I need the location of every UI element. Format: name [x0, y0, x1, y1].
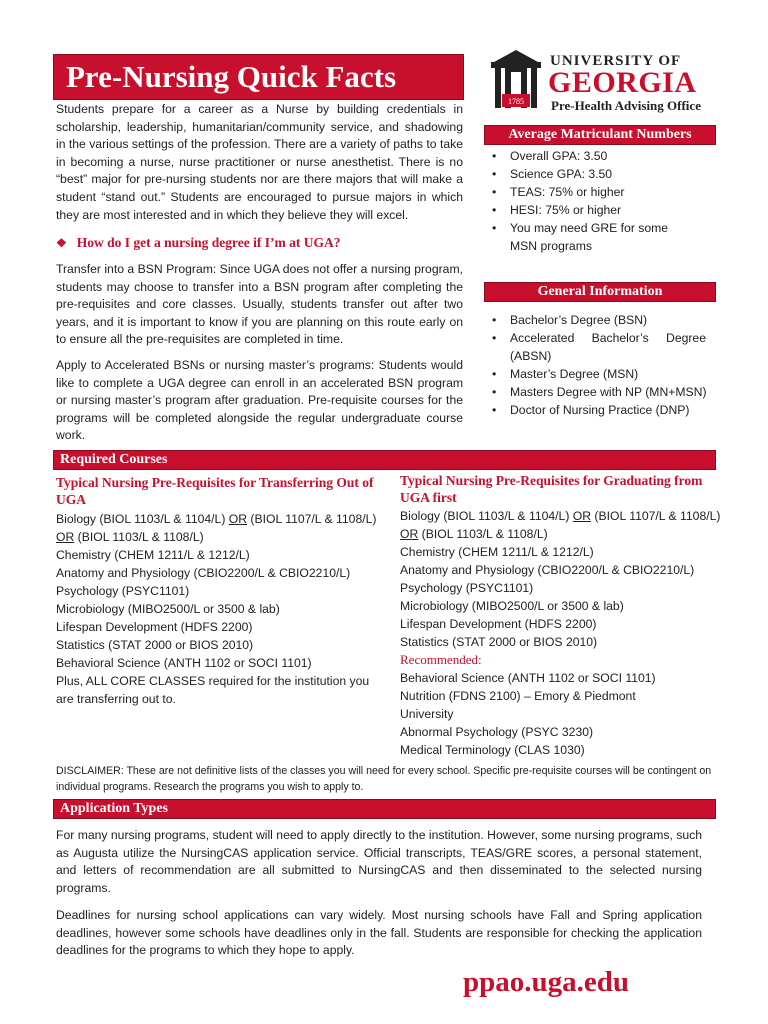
list-item: Biology (BIOL 1103/L & 1104/L) OR (BIOL 1107/L & 1108/L) — [56, 512, 377, 526]
list-item: • Overall GPA: 3.50 — [484, 147, 716, 165]
list-item: • Accelerated Bachelor’s Degree (ABSN) — [484, 329, 716, 365]
left-course-list — [56, 510, 391, 708]
accelerated-paragraph: Apply to Accelerated BSNs or nursing master’s programs: Students would like to complete a UGA degree can enroll in an accelerated BSN program or nursing master’s program after graduation. Pre-requisite courses for the programs will be completed alongside the regular undergraduate course work. — [56, 358, 463, 443]
list-item: • You may need GRE for some MSN programs — [484, 219, 716, 255]
list-item: Nutrition (FDNS 2100) – Emory & Piedmont — [400, 689, 636, 703]
question-heading — [56, 235, 341, 251]
diamond-icon: ❖ — [56, 236, 67, 250]
application-heading — [53, 799, 716, 819]
logo-line-office: Pre-Health Advising Office — [551, 98, 701, 113]
right-column-title: Typical Nursing Pre-Requisites for Graduating from UGA first — [400, 473, 703, 505]
list-item: University — [400, 707, 454, 721]
arch-icon — [490, 48, 542, 110]
list-item: • Bachelor’s Degree (BSN) — [484, 311, 716, 329]
list-item: Statistics (STAT 2000 or BIOS 2010) — [56, 638, 254, 652]
list-item: Chemistry (CHEM 1211/L & 1212/L) — [400, 545, 594, 559]
list-item: Lifespan Development (HDFS 2200) — [400, 617, 597, 631]
logo-line-georgia: GEORGIA — [548, 66, 697, 99]
disclaimer: DISCLAIMER: These are not definitive lists of the classes you will need for every school. Specific pre-requisite courses will be contingent on individual programs. Research the programs you wish to apply to. — [56, 765, 712, 793]
footer-url[interactable]: ppao.uga.edu — [463, 966, 630, 998]
page-title-text: Pre-Nursing Quick Facts — [66, 59, 397, 94]
uga-logo — [490, 46, 720, 116]
list-item: • TEAS: 75% or higher — [484, 183, 716, 201]
required-heading-text: Required Courses — [60, 452, 168, 467]
list-item: • Science GPA: 3.50 — [484, 165, 716, 183]
general-heading-text: General Information — [537, 284, 663, 299]
list-item: Behavioral Science (ANTH 1102 or SOCI 1101) — [56, 656, 312, 670]
general-list — [484, 311, 716, 419]
list-item: • Master’s Degree (MSN) — [484, 365, 716, 383]
list-item: Microbiology (MIBO2500/L or 3500 & lab) — [400, 599, 624, 613]
list-item: Biology (BIOL 1103/L & 1104/L) OR (BIOL 1107/L & 1108/L) — [400, 509, 721, 523]
list-item: Microbiology (MIBO2500/L or 3500 & lab) — [56, 602, 280, 616]
application-heading-text: Application Types — [60, 801, 169, 816]
logo-line-university: UNIVERSITY OF — [550, 53, 682, 69]
list-item: Psychology (PSYC1101) — [400, 581, 534, 595]
application-paragraph-1: For many nursing programs, student will need to apply directly to the institution. However, some nursing programs, such as Augusta utilize the NursingCAS application service. Official transcripts, TEAS/GRE scores, a personal statement, and letters of recommendation are all submitted to NursingCAS and then disseminated to the selected nursing programs. — [56, 828, 702, 895]
matriculant-heading — [484, 125, 716, 145]
recommended-label: Recommended: — [400, 652, 482, 667]
intro-paragraph: Students prepare for a career as a Nurse by building credentials in scholarship, leadership, humanitarian/community service, and shadowing in the various settings of the profession. There are a variety of paths to take in becoming a nurse, nurse practitioner or nurse anesthetist. There is no “best” major for pre-nursing students nor are there majors that will make a student “stand out.” Students are encouraged to pursue majors in which they are most interested and in which they believe they will excel. — [56, 102, 463, 222]
left-column-title: Typical Nursing Pre-Requisites for Transferring Out of UGA — [56, 475, 374, 507]
transfer-paragraph: Transfer into a BSN Program: Since UGA does not offer a nursing program, students may choose to transfer into a BSN program after completing the pre-requisites and core classes. Usually, students transfer out after two years, and it is important to know if you are planning on this route early on to ensure all the pre-requisites are completed in time. — [56, 262, 463, 347]
list-item: Lifespan Development (HDFS 2200) — [56, 620, 253, 634]
application-paragraph-2: Deadlines for nursing school applications can vary widely. Most nursing schools have Fall and Spring application deadlines, however some schools have deadlines only in the fall. Students are responsible for checking the application deadlines for the programs to which they hope to apply. — [56, 908, 702, 958]
list-item: Statistics (STAT 2000 or BIOS 2010) — [400, 635, 598, 649]
required-heading — [53, 450, 716, 470]
list-item: Plus, ALL CORE CLASSES required for the institution you are transferring out to. — [56, 674, 370, 706]
right-course-list — [400, 507, 750, 759]
list-item: OR (BIOL 1103/L & 1108/L) — [400, 527, 548, 541]
list-item: Medical Terminology (CLAS 1030) — [400, 743, 585, 757]
general-heading — [484, 282, 716, 302]
list-item: OR (BIOL 1103/L & 1108/L) — [56, 530, 204, 544]
list-item: • Doctor of Nursing Practice (DNP) — [484, 401, 716, 419]
question-text: How do I get a nursing degree if I’m at UGA? — [76, 235, 341, 250]
logo-year: 1785 — [508, 97, 524, 106]
list-item: Psychology (PSYC1101) — [56, 584, 190, 598]
list-item: • Masters Degree with NP (MN+MSN) — [484, 383, 716, 401]
list-item: Anatomy and Physiology (CBIO2200/L & CBIO2210/L) — [56, 566, 351, 580]
list-item: Anatomy and Physiology (CBIO2200/L & CBIO2210/L) — [400, 563, 695, 577]
list-item: Behavioral Science (ANTH 1102 or SOCI 1101) — [400, 671, 656, 685]
page-title — [53, 54, 464, 100]
matriculant-list — [484, 147, 716, 255]
list-item: Abnormal Psychology (PSYC 3230) — [400, 725, 594, 739]
matriculant-heading-text: Average Matriculant Numbers — [508, 127, 692, 142]
list-item: Chemistry (CHEM 1211/L & 1212/L) — [56, 548, 250, 562]
list-item: • HESI: 75% or higher — [484, 201, 716, 219]
